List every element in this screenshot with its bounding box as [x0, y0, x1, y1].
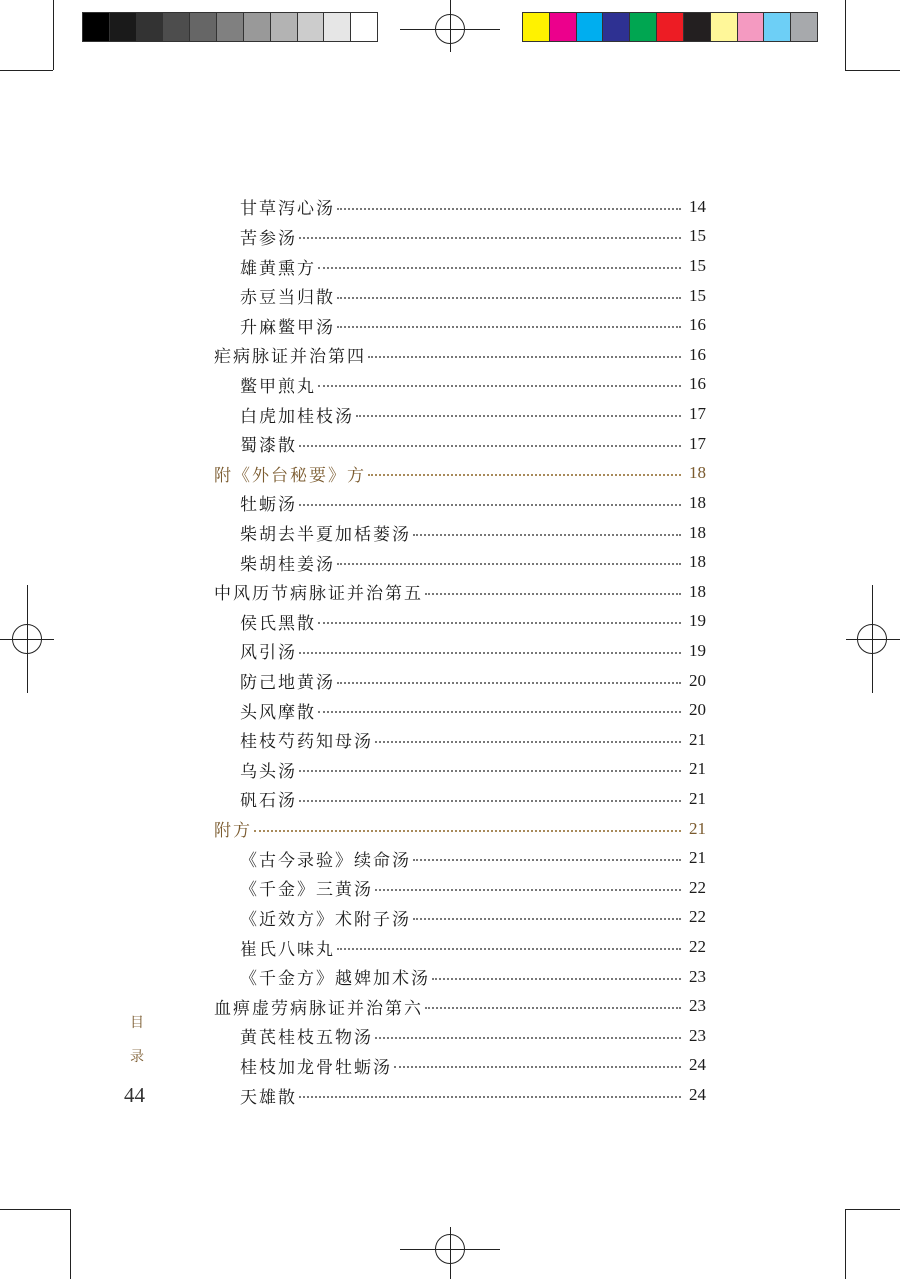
toc-entry-title: 附《外台秘要》方: [214, 465, 366, 486]
toc-entry[interactable]: [214, 251, 706, 281]
crop-mark: [845, 1209, 900, 1210]
grayscale-calibration-strip: [82, 12, 378, 42]
dot-leader: [375, 741, 681, 743]
toc-entry-title: 天雄散: [240, 1087, 297, 1108]
dot-leader: [368, 356, 681, 358]
color-swatch: [217, 13, 244, 41]
color-swatch: [351, 13, 377, 41]
color-swatch: [244, 13, 271, 41]
toc-entry-page: 15: [689, 285, 706, 305]
toc-entry-title: 中风历节病脉证并治第五: [214, 584, 423, 605]
dot-leader: [337, 682, 681, 684]
dot-leader: [394, 1066, 681, 1068]
toc-entry-page: 18: [689, 463, 706, 483]
color-swatch: [324, 13, 351, 41]
color-swatch: [110, 13, 137, 41]
toc-entry[interactable]: [214, 1021, 706, 1051]
color-swatch: [711, 13, 738, 41]
toc-entry[interactable]: [214, 340, 706, 370]
toc-entry[interactable]: [214, 281, 706, 311]
toc-entry-title: 鳖甲煎丸: [240, 376, 316, 397]
color-swatch: [764, 13, 791, 41]
toc-entry-title: 赤豆当归散: [240, 288, 335, 309]
color-swatch: [738, 13, 765, 41]
toc-entry[interactable]: [214, 310, 706, 340]
dot-leader: [337, 208, 681, 210]
dot-leader: [337, 326, 681, 328]
toc-entry-title: 血痹虚劳病脉证并治第六: [214, 998, 423, 1019]
toc-entry[interactable]: [214, 458, 706, 488]
toc-entry[interactable]: [214, 399, 706, 429]
color-swatch: [298, 13, 325, 41]
color-calibration-strip: [522, 12, 818, 42]
toc-entry-page: 18: [689, 552, 706, 572]
toc-entry-page: 19: [689, 611, 706, 631]
color-swatch: [577, 13, 604, 41]
dot-leader: [318, 711, 681, 713]
dot-leader: [337, 297, 681, 299]
toc-entry[interactable]: [214, 932, 706, 962]
toc-entry-title: 乌头汤: [240, 761, 297, 782]
registration-circle: [857, 624, 887, 654]
toc-entry[interactable]: [214, 1051, 706, 1081]
toc-entry-page: 18: [689, 522, 706, 542]
toc-entry-title: 《千金方》越婢加术汤: [240, 969, 430, 990]
page-number: 44: [124, 1083, 145, 1107]
toc-entry-page: 23: [689, 1025, 706, 1045]
dot-leader: [299, 504, 681, 506]
dot-leader: [413, 859, 681, 861]
dot-leader: [254, 830, 681, 832]
dot-leader: [337, 948, 681, 950]
crop-mark: [845, 0, 846, 70]
crop-mark: [53, 0, 54, 70]
toc-entry-page: 21: [689, 818, 706, 838]
dot-leader: [432, 978, 681, 980]
table-of-contents: [214, 192, 706, 1110]
toc-entry-title: 雄黄熏方: [240, 258, 316, 279]
toc-entry-title: 侯氏黑散: [240, 613, 316, 634]
dot-leader: [413, 918, 681, 920]
toc-entry[interactable]: [214, 429, 706, 459]
toc-entry-title: 桂枝芍药知母汤: [240, 732, 373, 753]
toc-entry[interactable]: [214, 577, 706, 607]
toc-entry-page: 17: [689, 404, 706, 424]
color-swatch: [163, 13, 190, 41]
crop-mark: [0, 70, 53, 71]
toc-entry-title: 牡蛎汤: [240, 495, 297, 516]
registration-circle: [435, 14, 465, 44]
section-label-lu: 录: [130, 1049, 144, 1065]
toc-entry-page: 16: [689, 344, 706, 364]
toc-entry-page: 14: [689, 196, 706, 216]
toc-entry-title: 桂枝加龙骨牡蛎汤: [240, 1057, 392, 1078]
toc-entry-page: 24: [689, 1055, 706, 1075]
dot-leader: [299, 237, 681, 239]
toc-entry-page: 16: [689, 315, 706, 335]
toc-entry-page: 23: [689, 996, 706, 1016]
dot-leader: [375, 1037, 681, 1039]
toc-entry[interactable]: [214, 607, 706, 637]
color-swatch: [523, 13, 550, 41]
dot-leader: [318, 267, 681, 269]
color-swatch: [630, 13, 657, 41]
dot-leader: [425, 1007, 681, 1009]
crop-mark: [0, 1209, 70, 1210]
crop-mark: [845, 1209, 846, 1279]
color-swatch: [657, 13, 684, 41]
toc-entry[interactable]: [214, 903, 706, 933]
toc-entry-page: 22: [689, 937, 706, 957]
toc-entry[interactable]: [214, 814, 706, 844]
color-swatch: [684, 13, 711, 41]
toc-entry-title: 升麻鳖甲汤: [240, 317, 335, 338]
toc-entry[interactable]: [214, 370, 706, 400]
color-swatch: [271, 13, 298, 41]
toc-entry-title: 白虎加桂枝汤: [240, 406, 354, 427]
toc-entry[interactable]: [214, 843, 706, 873]
toc-entry[interactable]: [214, 192, 706, 222]
toc-entry-page: 20: [689, 700, 706, 720]
toc-entry[interactable]: [214, 636, 706, 666]
toc-entry-page: 24: [689, 1085, 706, 1105]
toc-entry-page: 21: [689, 729, 706, 749]
toc-entry-page: 15: [689, 226, 706, 246]
color-swatch: [190, 13, 217, 41]
toc-entry[interactable]: [214, 991, 706, 1021]
toc-entry-title: 蜀漆散: [240, 436, 297, 457]
toc-entry-title: 防己地黄汤: [240, 673, 335, 694]
toc-entry[interactable]: [214, 1080, 706, 1110]
toc-entry-title: 《近效方》术附子汤: [240, 909, 411, 930]
toc-entry[interactable]: [214, 755, 706, 785]
toc-entry-title: 疟病脉证并治第四: [214, 347, 366, 368]
dot-leader: [413, 534, 681, 536]
color-swatch: [83, 13, 110, 41]
dot-leader: [299, 1096, 681, 1098]
toc-entry-page: 20: [689, 670, 706, 690]
toc-entry-page: 18: [689, 581, 706, 601]
registration-circle: [435, 1234, 465, 1264]
dot-leader: [337, 563, 681, 565]
color-swatch: [791, 13, 817, 41]
toc-entry-page: 21: [689, 759, 706, 779]
dot-leader: [318, 385, 681, 387]
toc-entry-title: 崔氏八味丸: [240, 939, 335, 960]
toc-entry[interactable]: [214, 222, 706, 252]
dot-leader: [425, 593, 681, 595]
toc-entry-page: 18: [689, 492, 706, 512]
toc-entry[interactable]: [214, 518, 706, 548]
color-swatch: [550, 13, 577, 41]
dot-leader: [299, 770, 681, 772]
toc-entry[interactable]: [214, 695, 706, 725]
toc-entry-page: 23: [689, 966, 706, 986]
toc-entry-page: 21: [689, 848, 706, 868]
toc-entry-title: 《古今录验》续命汤: [240, 850, 411, 871]
registration-circle: [12, 624, 42, 654]
dot-leader: [299, 652, 681, 654]
dot-leader: [318, 622, 681, 624]
toc-entry-title: 矾石汤: [240, 791, 297, 812]
dot-leader: [368, 474, 681, 476]
toc-entry-title: 附方: [214, 821, 252, 842]
toc-entry[interactable]: [214, 725, 706, 755]
dot-leader: [299, 800, 681, 802]
toc-entry-page: 22: [689, 877, 706, 897]
toc-entry-title: 黄芪桂枝五物汤: [240, 1028, 373, 1049]
toc-entry-page: 21: [689, 788, 706, 808]
toc-entry-title: 柴胡去半夏加栝蒌汤: [240, 525, 411, 545]
dot-leader: [299, 445, 681, 447]
crop-mark: [70, 1209, 71, 1279]
toc-entry-title: 《千金》三黄汤: [240, 880, 373, 901]
toc-entry-page: 16: [689, 374, 706, 394]
toc-entry-title: 苦参汤: [240, 228, 297, 249]
toc-entry-title: 甘草泻心汤: [240, 199, 335, 220]
toc-entry-page: 19: [689, 640, 706, 660]
toc-entry-page: 22: [689, 907, 706, 927]
color-swatch: [137, 13, 164, 41]
toc-entry-page: 17: [689, 433, 706, 453]
dot-leader: [356, 415, 681, 417]
toc-entry[interactable]: [214, 488, 706, 518]
crop-mark: [845, 70, 900, 71]
section-label-mu: 目: [130, 1015, 144, 1031]
toc-entry[interactable]: [214, 784, 706, 814]
toc-entry[interactable]: [214, 962, 706, 992]
color-swatch: [603, 13, 630, 41]
toc-entry[interactable]: [214, 873, 706, 903]
toc-entry-page: 15: [689, 256, 706, 276]
toc-entry-title: 柴胡桂姜汤: [240, 554, 335, 575]
toc-entry-title: 头风摩散: [240, 702, 316, 723]
toc-entry[interactable]: [214, 547, 706, 577]
toc-entry[interactable]: [214, 666, 706, 696]
dot-leader: [375, 889, 681, 891]
toc-entry-title: 风引汤: [240, 643, 297, 664]
